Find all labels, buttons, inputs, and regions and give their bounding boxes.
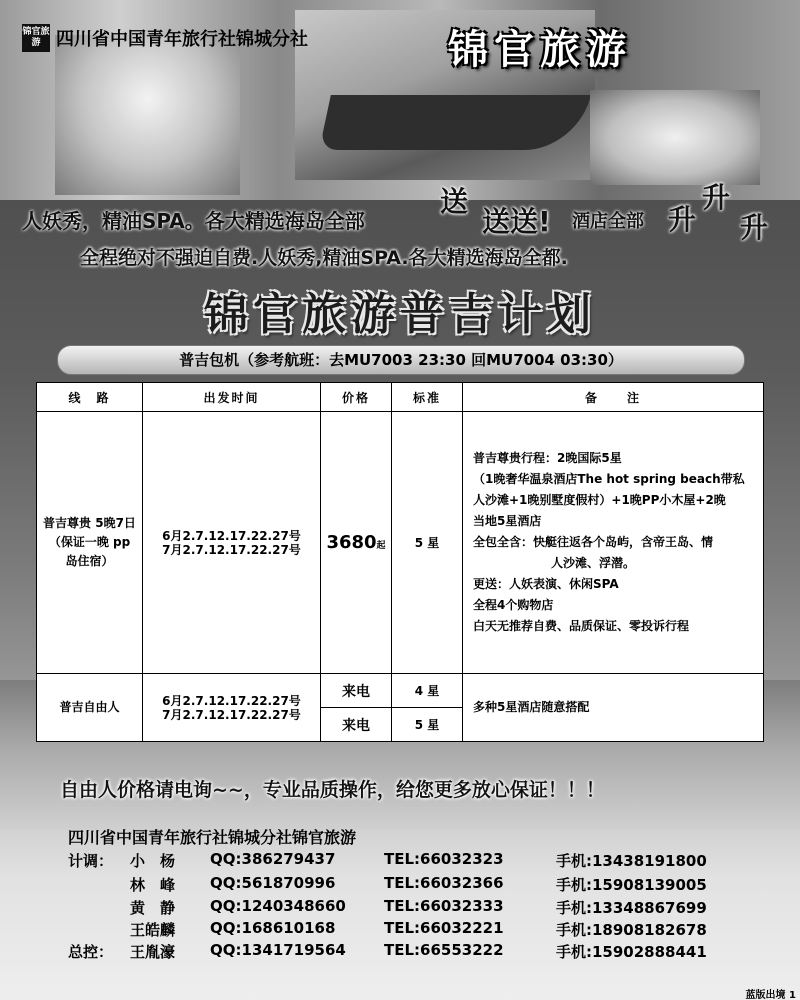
contact-row <box>68 850 756 872</box>
contact-role <box>68 874 130 896</box>
date-line: 7月2.7.12.17.22.27号 <box>162 707 301 722</box>
photo-elderly-couple <box>590 90 760 185</box>
table-row <box>37 412 764 674</box>
contact-qq: QQ:168610168 <box>210 919 336 937</box>
departure-dates <box>143 674 321 742</box>
flight-info-bar: 普吉包机（参考航班：去MU7003 23:30 回MU7004 03:30） <box>57 345 745 375</box>
contact-name: 小 杨 <box>130 852 176 870</box>
brand-logo-icon: 锦官旅游 <box>22 24 50 52</box>
contact-mobile: 手机:15902888441 <box>556 943 707 961</box>
contact-role <box>68 919 130 941</box>
price-value: 3680 <box>326 532 377 553</box>
contact-mobile: 手机:15908139005 <box>556 876 707 894</box>
date-line: 7月2.7.12.17.22.27号 <box>162 542 301 557</box>
header-standard: 标准 <box>392 383 463 412</box>
agency-header <box>22 24 308 52</box>
date-line: 6月2.7.12.17.22.27号 <box>162 528 301 543</box>
contact-role: 总控： <box>68 943 114 961</box>
price: 来电 <box>321 708 392 742</box>
promo-hotel-upgrade: 酒店全部 <box>572 211 644 232</box>
hotel-standard: 5 星 <box>392 708 463 742</box>
date-line: 6月2.7.12.17.22.27号 <box>162 693 301 708</box>
contact-qq: QQ:1341719564 <box>210 941 346 959</box>
contact-qq: QQ:1240348660 <box>210 897 346 915</box>
slogan: 自由人价格请电询~~，专业品质操作，给您更多放心保证！！！ <box>60 779 605 801</box>
contact-tel: TEL:66032366 <box>384 874 504 892</box>
note-line: 多种5星酒店随意搭配 <box>473 700 590 714</box>
price <box>321 412 392 674</box>
contact-name: 黄 静 <box>130 899 176 917</box>
contact-row <box>68 874 756 896</box>
itinerary-notes <box>463 674 764 742</box>
hotel-standard: 4 星 <box>392 674 463 708</box>
main-title: 锦官旅游普吉计划 <box>204 289 596 340</box>
hotel-standard: 5 星 <box>392 412 463 674</box>
table-row <box>37 674 764 708</box>
contact-mobile: 手机:18908182678 <box>556 921 707 939</box>
contact-row <box>68 897 756 919</box>
contact-name: 王皓麟 <box>130 921 176 939</box>
photo-children-beach <box>55 35 240 195</box>
contact-role: 计调： <box>68 852 114 870</box>
contact-name: 林 峰 <box>130 876 176 894</box>
header-price: 价格 <box>321 383 392 412</box>
price-unit: 起 <box>376 541 386 551</box>
contact-tel: TEL:66032333 <box>384 897 504 915</box>
routes-table <box>36 382 764 742</box>
promo-song-2: 送送! <box>482 205 551 238</box>
promo-line-2: 全程绝对不强迫自费.人妖秀,精油SPA.各大精选海岛全都. <box>80 247 568 269</box>
promo-sheng-1: 升 <box>668 203 697 236</box>
note-line: 普吉尊贵行程：2晚国际5星 <box>473 451 622 465</box>
promo-sheng-3: 升 <box>740 211 769 244</box>
header-date: 出发时间 <box>143 383 321 412</box>
departure-dates <box>143 412 321 674</box>
promo-song-1: 送 <box>440 185 469 218</box>
promo-line-1: 人妖秀，精油SPA。各大精选海岛全部 <box>22 209 365 233</box>
contact-mobile: 手机:13438191800 <box>556 852 707 870</box>
contact-tel: TEL:66553222 <box>384 941 504 959</box>
contact-role <box>68 897 130 919</box>
contact-row <box>68 919 756 941</box>
contact-tel: TEL:66032221 <box>384 919 504 937</box>
contact-qq: QQ:386279437 <box>210 850 336 868</box>
note-line: 全包全含：快艇往返各个岛屿，含帝王岛、情 <box>473 535 714 549</box>
note-line: 当地5星酒店 <box>473 514 542 528</box>
itinerary-notes <box>463 412 764 674</box>
route-name: 普吉自由人 <box>37 674 143 742</box>
note-line: 更送：人妖表演、休闲SPA <box>473 577 619 591</box>
contact-qq: QQ:561870996 <box>210 874 336 892</box>
price: 来电 <box>321 674 392 708</box>
note-line: 人沙滩+1晚别墅度假村）+1晚PP小木屋+2晚 <box>473 493 726 507</box>
contact-name: 王胤濠 <box>130 943 176 961</box>
note-line: （1晚奢华温泉酒店The hot spring beach带私 <box>473 472 745 486</box>
table-header-row <box>37 383 764 412</box>
contact-title: 四川省中国青年旅行社锦城分社锦官旅游 <box>68 828 357 847</box>
note-line: 人沙滩、浮潜。 <box>551 556 636 570</box>
brand-calligraphy-title: 锦官旅游 <box>448 26 632 73</box>
header-notes: 备 注 <box>463 383 764 412</box>
note-line: 全程4个购物店 <box>473 598 554 612</box>
route-name: 普吉尊贵 5晚7日（保证一晚 pp 岛住宿） <box>37 412 143 674</box>
page-footer-mark: 蓝版出境 1 <box>745 990 796 1000</box>
boat-hull-shape <box>319 95 591 150</box>
contact-row <box>68 941 756 963</box>
header-route: 线 路 <box>37 383 143 412</box>
contact-panel <box>40 820 780 970</box>
note-line: 白天无推荐自费、品质保证、零投诉行程 <box>473 619 690 633</box>
contact-mobile: 手机:13348867699 <box>556 899 707 917</box>
promo-sheng-2: 升 <box>702 181 731 214</box>
contact-tel: TEL:66032323 <box>384 850 504 868</box>
agency-name: 四川省中国青年旅行社锦城分社 <box>56 29 308 50</box>
